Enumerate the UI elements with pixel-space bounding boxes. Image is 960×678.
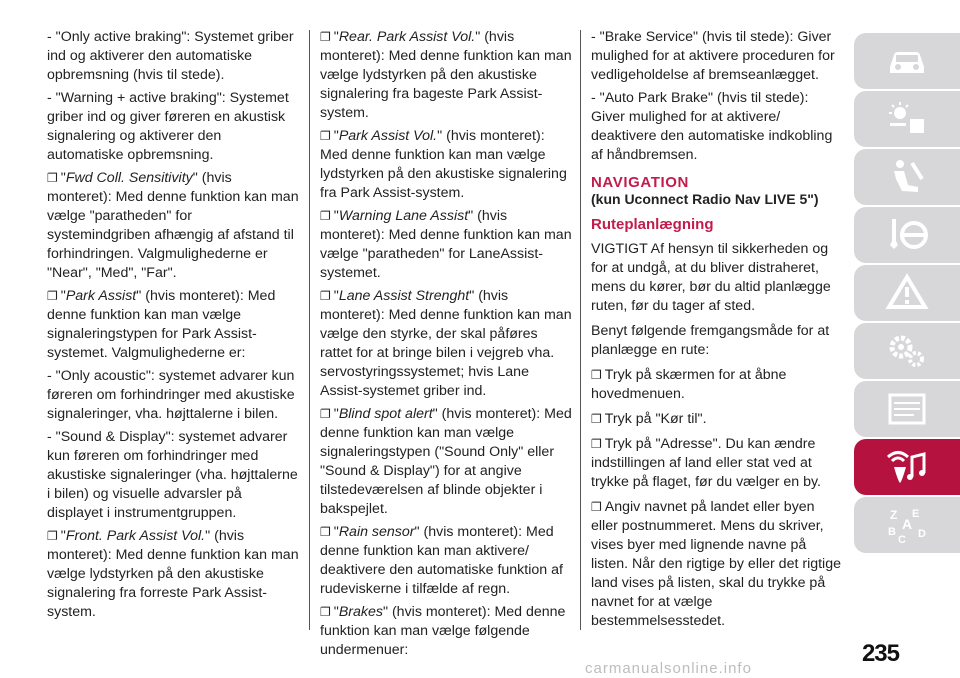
tab-tech-specs[interactable] xyxy=(854,381,960,437)
route-planning-body xyxy=(591,240,843,631)
option-name: Rain sensor xyxy=(338,524,415,540)
watermark: carmanualsonline.info xyxy=(585,660,752,677)
text-column-3 xyxy=(591,28,843,631)
option-name: Blind spot alert xyxy=(338,406,433,422)
column-divider xyxy=(580,30,581,630)
paragraph: - "Warning + active braking": Systemet griber ind og giver føreren en akustisk signalering og aktiverer den automatiske opbremsning. xyxy=(47,90,289,163)
route-planning-heading: Ruteplanlægning xyxy=(591,216,714,233)
paragraph: VIGTIGT Af hensyn til sikkerheden og for at undgå, at du bliver distraheret, mens du kører, bør du altid planlægge ruten, før du tager af sted. xyxy=(591,241,831,314)
step-text: Angiv navnet på landet eller byen eller postnummeret. Mens du skriver, vises byer med lignende navne på listen. Når den rigtige by eller det rigtige land vises på listen, skal du trykke på navnet for at vælge bestemmelsesstedet. xyxy=(591,499,841,629)
checkbox-bullet-icon: ❐ xyxy=(320,525,331,539)
section-heading-navigation: NAVIGATION xyxy=(591,174,689,191)
checkbox-bullet-icon: ❐ xyxy=(47,171,58,185)
checkbox-bullet-icon: ❐ xyxy=(320,407,331,421)
paragraph: - "Only acoustic": systemet advarer kun føreren om forhindringer med akustiske signaleringer, vha. højttalerne i bilen. xyxy=(47,368,295,422)
paragraph: - "Sound & Display": systemet advarer kun føreren om forhindringer med akustiske signaleringer (vha. højttalerne i bilen) og visuelle advarsler på displayet i instrumentgruppen. xyxy=(47,429,298,521)
checkbox-bullet-icon: ❐ xyxy=(47,529,58,543)
step-text: Tryk på "Adresse". Du kan ændre indstillingen af land eller stat ved at trykke på flaget, før du vælger en by. xyxy=(591,436,821,490)
checkbox-bullet-icon: ❐ xyxy=(591,437,602,451)
tech-specs-icon xyxy=(884,389,930,429)
seat-airbag-icon xyxy=(884,157,930,197)
svg-text:B: B xyxy=(888,526,896,538)
chapter-sidebar xyxy=(854,33,960,555)
svg-text:C: C xyxy=(898,534,906,545)
tab-index[interactable] xyxy=(854,497,960,553)
option-name: Park Assist xyxy=(65,288,137,304)
column-divider xyxy=(309,30,310,630)
menu-option-entry: ❐ "Front. Park Assist Vol." (hvis monteret): Med denne funktion kan man vælge lydstyrken på den akustiske signalering fra forreste Park Assist-system. xyxy=(47,528,299,620)
option-name: Park Assist Vol. xyxy=(338,128,438,144)
menu-option-entry: ❐ "Rain sensor" (hvis monteret): Med denne funktion kan man aktivere/ deaktivere den automatiske funktion af rudeviskerne i tilfælde af regn. xyxy=(320,524,563,597)
svg-text:D: D xyxy=(918,528,926,540)
option-name: Rear. Park Assist Vol. xyxy=(338,29,476,45)
checkbox-bullet-icon: ❐ xyxy=(320,30,331,44)
step-text: Tryk på "Kør til". xyxy=(604,411,707,427)
tab-emergency[interactable] xyxy=(854,265,960,321)
option-description: (hvis monteret): Med denne funktion kan man vælge følgende undermenuer: xyxy=(320,604,566,658)
option-description: (hvis monteret): Med denne funktion kan man vælge signaleringstypen for Park Assist-systemet. Valgmulighederne er: xyxy=(47,288,276,361)
step-item xyxy=(591,498,843,631)
tab-maintenance[interactable] xyxy=(854,323,960,379)
option-description: (hvis monteret): Med denne funktion kan man vælge "paratheden" for systemindgriben afhængig af afstand til forhindringen. Valgmulighederne er "Near", "Med", "Far". xyxy=(47,170,299,281)
menu-option-entry: ❐ "Fwd Coll. Sensitivity" (hvis monteret): Med denne funktion kan man vælge "paratheden" for systemindgriben afhængig af afstand til forhindringen. Valgmulighederne er "Near", "Med", "Far". xyxy=(47,170,299,281)
checkbox-bullet-icon: ❐ xyxy=(47,289,58,303)
svg-text:A: A xyxy=(902,516,913,532)
multimedia-icon xyxy=(884,447,930,487)
text-column-2 xyxy=(320,28,572,660)
tab-multimedia[interactable] xyxy=(854,439,960,495)
menu-option-entry: ❐ "Warning Lane Assist" (hvis monteret): Med denne funktion kan man vælge "paratheden" for LaneAssist-systemet. xyxy=(320,208,572,281)
menu-option-entry: ❐ "Park Assist Vol." (hvis monteret): Med denne funktion kan man vælge lydstyrken på den akustiske signalering fra Park Assist-system. xyxy=(320,128,567,201)
option-description: (hvis monteret): Med denne funktion kan man vælge lydstyrken på den akustiske signalering fra bageste Park Assist-system. xyxy=(320,29,572,121)
option-name: Front. Park Assist Vol. xyxy=(65,528,206,544)
svg-text:Z: Z xyxy=(890,508,898,522)
page-number: 235 xyxy=(861,640,899,667)
step-item xyxy=(591,366,843,404)
text-column-1 xyxy=(47,28,299,622)
option-description: (hvis monteret): Med denne funktion kan man vælge "paratheden" for LaneAssist-systemet. xyxy=(320,208,572,281)
checkbox-bullet-icon: ❐ xyxy=(320,129,331,143)
tab-steering[interactable] xyxy=(854,207,960,263)
menu-option-entry: ❐ "Brakes" (hvis monteret): Med denne funktion kan man vælge følgende undermenuer: xyxy=(320,604,566,658)
option-description: (hvis monteret): Med denne funktion kan man vælge lydstyrken på den akustiske signalering fra Park Assist-system. xyxy=(320,128,567,201)
checkbox-bullet-icon: ❐ xyxy=(320,209,331,223)
menu-option-entry: ❐ "Lane Assist Strenght" (hvis monteret): Med denne funktion kan man vælge den styrke, der skal påføres rattet for at bringe bilen i vejgreb vha. servostyringssystemet; hvis Lane Assist-systemet griber ind. xyxy=(320,288,572,399)
checkbox-bullet-icon: ❐ xyxy=(320,605,331,619)
option-name: Brakes xyxy=(338,604,383,620)
menu-option-entry: ❐ "Blind spot alert" (hvis monteret): Med denne funktion kan man vælge signaleringstypen ("Sound Only" eller "Sound & Display") for at angive tilstedeværelsen af blinde objekter i bakspejlet. xyxy=(320,406,572,517)
step-text: Tryk på skærmen for at åbne hovedmenuen. xyxy=(591,367,787,402)
option-description: (hvis monteret): Med denne funktion kan man aktivere/ deaktivere den automatiske funktion af rudeviskerne i tilfælde af regn. xyxy=(320,524,563,597)
tab-seat-airbag[interactable] xyxy=(854,149,960,205)
warning-triangle-icon xyxy=(884,273,930,313)
step-item xyxy=(591,410,843,429)
option-name: Warning Lane Assist xyxy=(338,208,469,224)
section-subheading: (kun Uconnect Radio Nav LIVE 5") xyxy=(591,191,819,207)
checkbox-bullet-icon: ❐ xyxy=(591,412,602,426)
svg-text:E: E xyxy=(912,508,920,520)
tab-dashboard-lights[interactable] xyxy=(854,91,960,147)
alphabetical-index-icon xyxy=(884,505,930,545)
menu-option-entry: ❐ "Park Assist" (hvis monteret): Med denne funktion kan man vælge signaleringstypen for Park Assist-systemet. Valgmulighederne er: xyxy=(47,288,276,361)
steering-wheel-icon xyxy=(884,215,930,255)
paragraph: - "Brake Service" (hvis til stede): Giver mulighed for at aktivere proceduren for vedligeholdelse af bremseanlægget. xyxy=(591,29,835,83)
option-name: Lane Assist Strenght xyxy=(338,288,470,304)
menu-option-entry: ❐ "Rear. Park Assist Vol." (hvis monteret): Med denne funktion kan man vælge lydstyrken på den akustiske signalering fra bageste Park Assist-system. xyxy=(320,29,572,121)
option-name: Fwd Coll. Sensitivity xyxy=(65,170,193,186)
maintenance-gears-icon xyxy=(884,331,930,371)
checkbox-bullet-icon: ❐ xyxy=(591,368,602,382)
car-icon xyxy=(884,41,930,81)
step-item xyxy=(591,435,843,492)
tab-car[interactable] xyxy=(854,33,960,89)
option-description: (hvis monteret): Med denne funktion kan man vælge den styrke, der skal påføres rattet for at bringe bilen i vejgreb vha. servostyringssystemet; hvis Lane Assist-systemet griber ind. xyxy=(320,288,572,399)
paragraph: - "Only active braking": Systemet griber ind og aktiverer den automatiske opbremsning (hvis til stede). xyxy=(47,29,294,83)
option-description: (hvis monteret): Med denne funktion kan man vælge signaleringstypen ("Sound Only" eller "Sound & Display") for at angive tilstedeværelsen af blinde objekter i bakspejlet. xyxy=(320,406,572,517)
paragraph: - "Auto Park Brake" (hvis til stede): Giver mulighed for at aktivere/ deaktivere den automatiske indkobling af håndbremsen. xyxy=(591,90,833,163)
checkbox-bullet-icon: ❐ xyxy=(320,289,331,303)
checkbox-bullet-icon: ❐ xyxy=(591,500,602,514)
dashboard-lights-icon xyxy=(884,99,930,139)
paragraph: Benyt følgende fremgangsmåde for at planlægge en rute: xyxy=(591,323,830,358)
option-description: (hvis monteret): Med denne funktion kan man vælge lydstyrken på den akustiske signalering fra forreste Park Assist-system. xyxy=(47,528,299,620)
